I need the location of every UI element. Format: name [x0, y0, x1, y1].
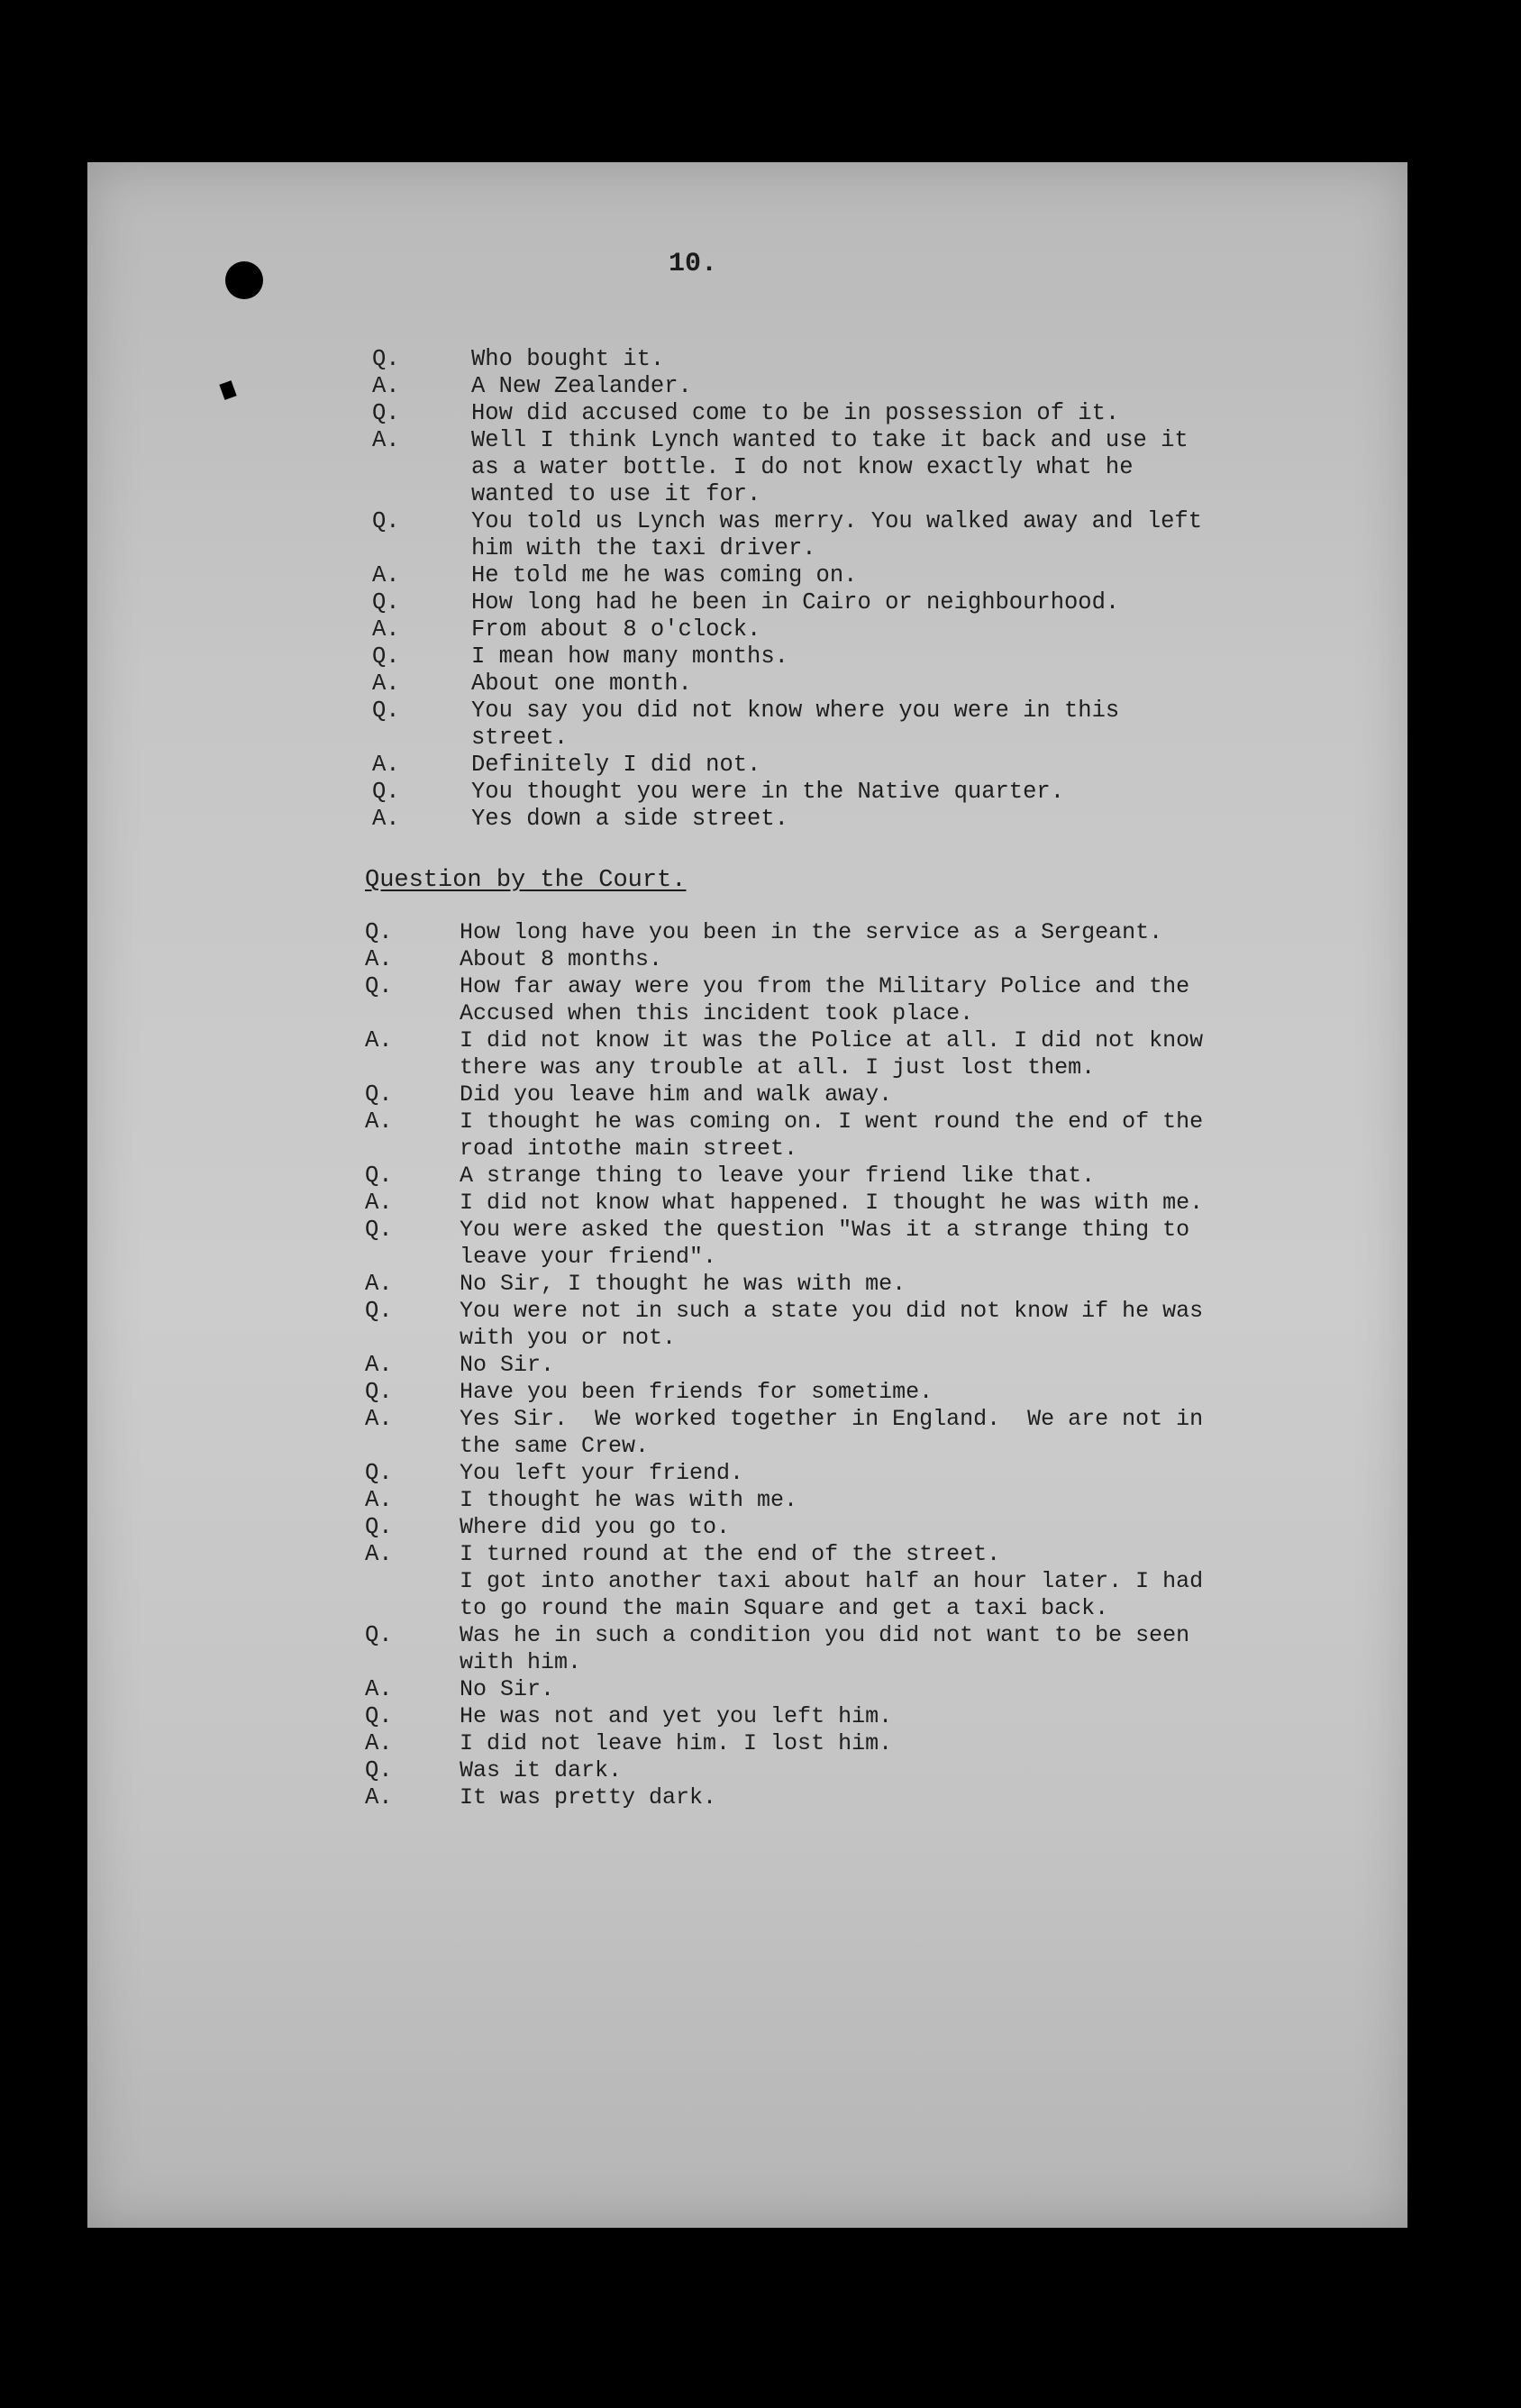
speaker-label: A.: [365, 946, 393, 972]
qa-line: [365, 919, 1230, 946]
qa-line: [365, 1190, 1230, 1217]
line-text: You were asked the question "Was it a strange thing to leave your friend".: [460, 1217, 1204, 1270]
line-text: I did not know what happened. I thought he was with me.: [460, 1190, 1204, 1216]
line-text: Definitely I did not.: [471, 752, 761, 778]
line-text: I thought he was coming on. I went round the end of the road intothe main street.: [460, 1108, 1217, 1162]
speaker-label: Q.: [365, 1379, 393, 1405]
qa-line: [365, 1676, 1230, 1703]
qa-line: [372, 779, 1228, 806]
punch-hole: [225, 261, 263, 299]
line-text: No Sir.: [460, 1352, 555, 1378]
qa-line: [365, 1541, 1230, 1568]
speaker-label: Q.: [365, 1703, 393, 1729]
line-text: Well I think Lynch wanted to take it back and use it as a water bottle. I do not know exactly what he wanted to use it for.: [471, 427, 1203, 507]
speaker-label: A.: [365, 1271, 393, 1297]
speaker-label: Q.: [365, 973, 393, 999]
line-text: He told me he was coming on.: [471, 562, 858, 588]
line-text: How long have you been in the service as a Sergeant.: [460, 919, 1163, 945]
qa-line: [365, 1217, 1230, 1271]
speaker-label: Q.: [365, 1622, 393, 1648]
speaker-label: Q.: [365, 1757, 393, 1783]
line-text: I did not leave him. I lost him.: [460, 1730, 893, 1756]
line-text: How far away were you from the Military Police and the Accused when this incident took place.: [460, 973, 1204, 1026]
qa-line: [365, 1352, 1230, 1379]
line-text: Who bought it.: [471, 346, 665, 372]
qa-line: [365, 1568, 1230, 1622]
speaker-label: Q.: [372, 400, 400, 426]
line-text: Was he in such a condition you did not want to be seen with him.: [460, 1622, 1204, 1675]
section-heading: Question by the Court.: [365, 867, 687, 894]
speaker-label: A.: [365, 1487, 393, 1513]
qa-line: [365, 1379, 1230, 1406]
line-text: I thought he was with me.: [460, 1487, 798, 1513]
speaker-label: Q.: [372, 643, 400, 670]
qa-line: [372, 643, 1228, 670]
line-text: You were not in such a state you did not know if he was with you or not.: [460, 1298, 1217, 1351]
qa-line: [372, 806, 1228, 833]
line-text: He was not and yet you left him.: [460, 1703, 893, 1729]
line-text: It was pretty dark.: [460, 1784, 717, 1811]
qa-line: [372, 562, 1228, 589]
speaker-label: A.: [365, 1676, 393, 1702]
qa-line: [365, 1460, 1230, 1487]
qa-line: [365, 1514, 1230, 1541]
speaker-label: A.: [372, 373, 400, 399]
line-text: I did not know it was the Police at all. I did not know there was any trouble at all. I just lost them.: [460, 1027, 1217, 1081]
qa-line: [372, 589, 1228, 616]
qa-line: [365, 1703, 1230, 1730]
qa-line: [365, 1298, 1230, 1352]
qa-line: [365, 946, 1230, 973]
speaker-label: A.: [365, 1730, 393, 1756]
speaker-label: A.: [372, 562, 400, 588]
line-text: About one month.: [471, 670, 692, 697]
speaker-label: A.: [365, 1190, 393, 1216]
line-text: Have you been friends for sometime.: [460, 1379, 934, 1405]
qa-line: [365, 1271, 1230, 1298]
speaker-label: Q.: [372, 346, 400, 372]
qa-line: [365, 1406, 1230, 1460]
speaker-label: Q.: [365, 1514, 393, 1540]
speaker-label: A.: [372, 427, 400, 453]
qa-line: [372, 616, 1228, 643]
speaker-label: A.: [365, 1784, 393, 1811]
speaker-label: A.: [365, 1406, 393, 1432]
qa-line: [372, 752, 1228, 779]
speaker-label: Q.: [365, 1081, 393, 1108]
line-text: I got into another taxi about half an hour later. I had to go round the main Square and get a taxi back.: [460, 1568, 1217, 1621]
qa-line: [365, 1108, 1230, 1163]
qa-line: [365, 1027, 1230, 1081]
qa-line: [372, 670, 1228, 698]
speaker-label: Q.: [365, 1460, 393, 1486]
qa-line: [365, 1487, 1230, 1514]
line-text: You say you did not know where you were in this street.: [471, 698, 1134, 751]
speaker-label: A.: [372, 616, 400, 643]
speaker-label: A.: [372, 806, 400, 832]
speaker-label: Q.: [372, 589, 400, 616]
speaker-label: A.: [365, 1027, 393, 1054]
line-text: I mean how many months.: [471, 643, 788, 670]
line-text: Was it dark.: [460, 1757, 623, 1783]
qa-line: [365, 1784, 1230, 1811]
qa-line: [365, 1757, 1230, 1784]
testimony-section-2: [365, 919, 1230, 1811]
line-text: About 8 months.: [460, 946, 663, 972]
qa-line: [372, 508, 1228, 562]
line-text: No Sir.: [460, 1676, 555, 1702]
qa-line: [372, 400, 1228, 427]
testimony-section-1: [372, 346, 1228, 833]
line-text: You thought you were in the Native quarter.: [471, 779, 1065, 805]
speaker-label: Q.: [365, 1163, 393, 1189]
line-text: Where did you go to.: [460, 1514, 731, 1540]
line-text: No Sir, I thought he was with me.: [460, 1271, 906, 1297]
qa-line: [365, 1081, 1230, 1108]
qa-line: [372, 346, 1228, 373]
line-text: How long had he been in Cairo or neighbourhood.: [471, 589, 1120, 616]
line-text: You left your friend.: [460, 1460, 744, 1486]
line-text: I turned round at the end of the street.: [460, 1541, 1001, 1567]
qa-line: [365, 1730, 1230, 1757]
qa-line: [365, 1163, 1230, 1190]
line-text: A New Zealander.: [471, 373, 692, 399]
speaker-label: Q.: [372, 779, 400, 805]
speaker-label: Q.: [365, 1217, 393, 1243]
speaker-label: A.: [365, 1108, 393, 1135]
page-number: 10.: [669, 249, 718, 279]
qa-line: [365, 1622, 1230, 1676]
speaker-label: Q.: [372, 698, 400, 724]
qa-line: [372, 373, 1228, 400]
qa-line: [372, 698, 1228, 752]
line-text: How did accused come to be in possession of it.: [471, 400, 1120, 426]
line-text: Did you leave him and walk away.: [460, 1081, 893, 1108]
speaker-label: Q.: [372, 508, 400, 534]
qa-line: [372, 427, 1228, 508]
speaker-label: A.: [372, 752, 400, 778]
line-text: You told us Lynch was merry. You walked away and left him with the taxi driver.: [471, 508, 1216, 561]
line-text: Yes down a side street.: [471, 806, 788, 832]
qa-line: [365, 973, 1230, 1027]
speaker-label: Q.: [365, 919, 393, 945]
speaker-label: A.: [365, 1541, 393, 1567]
line-text: Yes Sir. We worked together in England. We are not in the same Crew.: [460, 1406, 1217, 1459]
speaker-label: Q.: [365, 1298, 393, 1324]
line-text: A strange thing to leave your friend like that.: [460, 1163, 1096, 1189]
speaker-label: A.: [365, 1352, 393, 1378]
line-text: From about 8 o'clock.: [471, 616, 761, 643]
speaker-label: A.: [372, 670, 400, 697]
speaker-label: [365, 1568, 460, 1622]
